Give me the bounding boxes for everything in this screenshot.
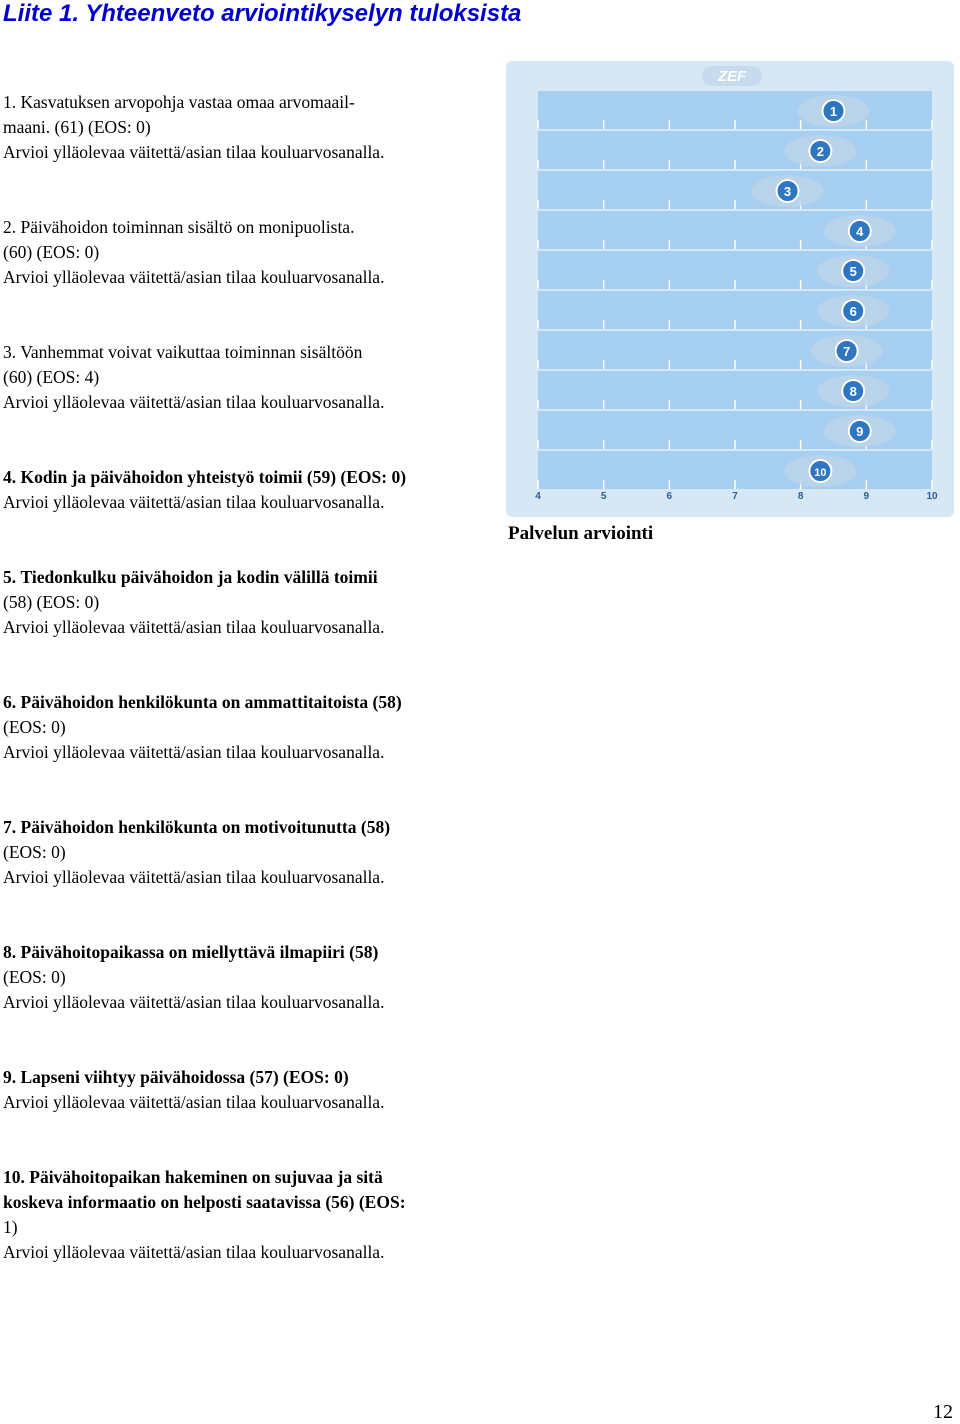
question-text-continued: (60) (EOS: 4) [3, 367, 100, 387]
question-text: 9. Lapseni viihtyy päivähoidossa (57) (EOS: 0) [3, 1067, 349, 1087]
marker-label: 7 [843, 344, 851, 359]
rating-marker-4 [824, 215, 896, 247]
question-text-continued: (EOS: 0) [3, 717, 66, 737]
question-number: 4. [3, 467, 17, 487]
question-7 [3, 815, 503, 890]
question-3 [3, 340, 503, 415]
question-8 [3, 940, 503, 1015]
question-2 [3, 215, 503, 290]
rating-marker-10 [784, 455, 856, 487]
question-number: 2. [3, 217, 17, 237]
question-text-continued: (58) (EOS: 0) [3, 592, 100, 612]
rating-instruction: Arvioi ylläolevaa väitettä/asian tilaa kouluarvosanalla. [3, 992, 385, 1012]
question-text: 3. Vanhemmat voivat vaikuttaa toiminnan sisältöön [3, 342, 363, 362]
zef-logo [702, 66, 762, 86]
question-number: 7. [3, 817, 17, 837]
question-text-continued: (EOS: 0) [3, 967, 66, 987]
zef-logo-text: ZEF [717, 68, 747, 85]
question-number: 6. [3, 692, 17, 712]
rating-instruction: Arvioi ylläolevaa väitettä/asian tilaa kouluarvosanalla. [3, 617, 385, 637]
question-text: 1. Kasvatuksen arvopohja vastaa omaa arvomaail- [3, 92, 355, 112]
question-text-continued: (60) (EOS: 0) [3, 242, 100, 262]
question-4 [3, 465, 503, 515]
marker-label: 9 [856, 424, 864, 439]
rating-instruction: Arvioi ylläolevaa väitettä/asian tilaa kouluarvosanalla. [3, 392, 385, 412]
rating-chart [506, 61, 954, 517]
question-5 [3, 565, 503, 640]
marker-label: 4 [856, 224, 864, 239]
marker-label: 5 [849, 264, 857, 279]
rating-instruction: Arvioi ylläolevaa väitettä/asian tilaa kouluarvosanalla. [3, 742, 385, 762]
question-text: 5. Tiedonkulku päivähoidon ja kodin välillä toimii [3, 567, 378, 587]
rating-marker-1 [798, 95, 870, 127]
rating-instruction: Arvioi ylläolevaa väitettä/asian tilaa kouluarvosanalla. [3, 492, 385, 512]
x-tick-label: 7 [732, 491, 738, 502]
question-text-continued: koskeva informaatio on helposti saatavissa (56) (EOS: [3, 1192, 406, 1212]
rating-marker-2 [784, 135, 856, 167]
question-number: 1. [3, 92, 17, 112]
rating-marker-9 [824, 415, 896, 447]
rating-chart-svg [506, 61, 954, 517]
marker-label: 1 [829, 104, 838, 119]
document-title: Liite 1. Yhteenveto arviointikyselyn tuloksista [3, 0, 522, 27]
marker-label: 3 [783, 184, 792, 199]
question-text-continued: maani. (61) (EOS: 0) [3, 117, 151, 137]
question-text: 8. Päivähoitopaikassa on miellyttävä ilmapiiri (58) [3, 942, 379, 962]
rating-instruction: Arvioi ylläolevaa väitettä/asian tilaa kouluarvosanalla. [3, 267, 385, 287]
rating-marker-7 [811, 335, 883, 367]
question-number: 5. [3, 567, 17, 587]
question-text: 2. Päivähoidon toiminnan sisältö on monipuolista. [3, 217, 355, 237]
marker-label: 8 [849, 384, 857, 399]
chart-caption: Palvelun arviointi [508, 523, 654, 544]
x-tick-label: 6 [666, 491, 673, 502]
question-text-continued: 1) [3, 1217, 18, 1237]
x-tick-label: 9 [863, 491, 870, 502]
x-tick-label: 10 [926, 491, 938, 502]
question-text-continued: (EOS: 0) [3, 842, 66, 862]
question-9 [3, 1065, 503, 1115]
rating-marker-3 [752, 175, 824, 207]
marker-label: 10 [814, 467, 827, 479]
x-tick-label: 5 [600, 491, 607, 502]
question-1 [3, 90, 503, 165]
question-text: 10. Päivähoitopaikan hakeminen on sujuvaa ja sitä [3, 1167, 383, 1187]
question-number: 3. [3, 342, 17, 362]
question-10 [3, 1165, 503, 1265]
rating-marker-5 [817, 255, 889, 287]
rating-marker-6 [817, 295, 889, 327]
rating-instruction: Arvioi ylläolevaa väitettä/asian tilaa kouluarvosanalla. [3, 867, 385, 887]
question-text: 6. Päivähoidon henkilökunta on ammattitaitoista (58) [3, 692, 402, 712]
question-text: 4. Kodin ja päivähoidon yhteistyö toimii (59) (EOS: 0) [3, 467, 407, 487]
question-text: 7. Päivähoidon henkilökunta on motivoitunutta (58) [3, 817, 391, 837]
rating-marker-8 [817, 375, 889, 407]
question-6 [3, 690, 503, 765]
page-number: 12 [933, 1401, 953, 1423]
x-tick-label: 8 [797, 491, 804, 502]
rating-instruction: Arvioi ylläolevaa väitettä/asian tilaa kouluarvosanalla. [3, 1092, 385, 1112]
marker-label: 2 [816, 144, 824, 159]
question-number: 9. [3, 1067, 17, 1087]
marker-label: 6 [849, 304, 857, 319]
rating-instruction: Arvioi ylläolevaa väitettä/asian tilaa kouluarvosanalla. [3, 142, 385, 162]
x-tick-label: 4 [535, 491, 541, 502]
question-number: 10. [3, 1167, 25, 1187]
question-number: 8. [3, 942, 17, 962]
rating-instruction: Arvioi ylläolevaa väitettä/asian tilaa kouluarvosanalla. [3, 1242, 385, 1262]
